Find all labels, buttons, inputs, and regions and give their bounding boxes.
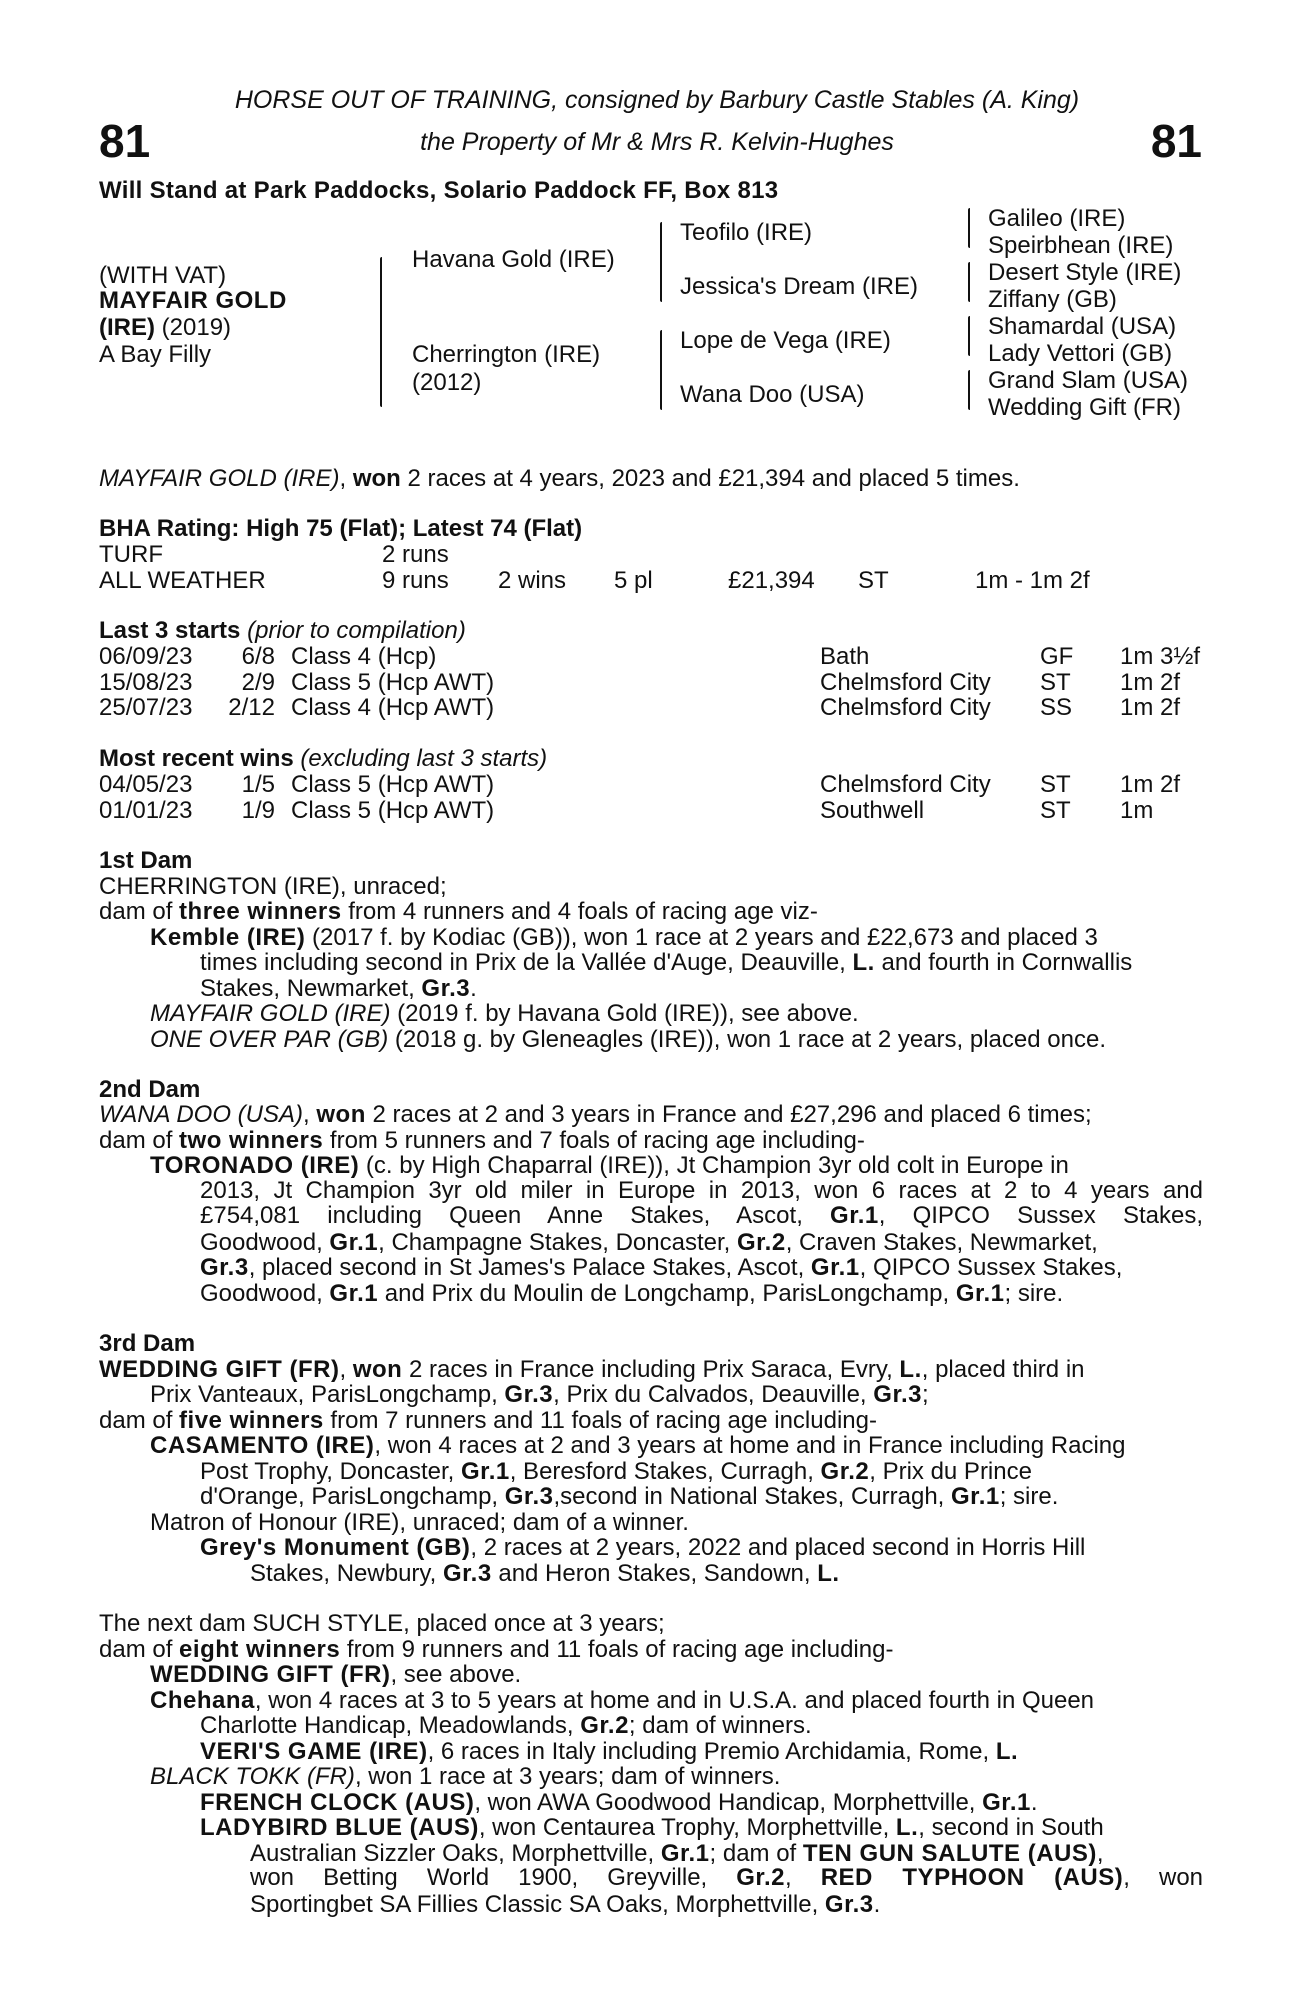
aw-label: ALL WEATHER [99,567,266,594]
sire-brace [660,222,662,302]
dam2-title: 2nd Dam [99,1076,201,1103]
pedigree-dam: Cherrington (IRE) [412,341,601,368]
race-dist: 1m 3½f [1120,643,1201,670]
ladybird-line2: Australian Sizzler Oaks, Morphettville, Gr.1; dam of TEN GUN SALUTE (AUS), [250,1840,1104,1867]
pedigree-dss: Shamardal (USA) [988,313,1177,340]
dam1-produce: dam of three winners from 4 runners and 4 foals of racing age viz- [99,898,818,925]
ladybird-line3: won Betting World 1900, Greyville, Gr.2, RED TYPHOON (AUS), won [250,1864,1204,1891]
mayfair-line: MAYFAIR GOLD (IRE) (2019 f. by Havana Gold (IRE)), see above. [150,1000,859,1027]
pedigree-dam-year: (2012) [412,369,482,396]
toronado-line2: 2013, Jt Champion 3yr old miler in Europe in 2013, won 6 races at 2 to 4 years and [200,1177,1203,1204]
race-going: GF [1040,643,1074,670]
chehana-line1: Chehana, won 4 races at 3 to 5 years at home and in U.S.A. and placed fourth in Queen [150,1687,1095,1714]
frenchclock-line: FRENCH CLOCK (AUS), won AWA Goodwood Handicap, Morphettville, Gr.1. [200,1789,1038,1816]
turf-runs: 2 runs [382,541,449,568]
race-date: 01/01/23 [99,796,193,824]
race-course: Chelmsford City [820,771,991,798]
race-pos: 2/9 [241,668,275,696]
casamento-line2: Post Trophy, Doncaster, Gr.1, Beresford Stakes, Curragh, Gr.2, Prix du Prince [200,1458,1032,1485]
dam1-title: 1st Dam [99,847,193,874]
weddinggift-line1: WEDDING GIFT (FR), won 2 races in France including Prix Saraca, Evry, L., placed third in [99,1356,1085,1383]
nextdam-produce: dam of eight winners from 9 runners and 11 foals of racing age including- [99,1636,894,1663]
header-consignor: HORSE OUT OF TRAINING, consigned by Barbury Castle Stables (A. King) [234,86,1080,114]
horse-suffix: (IRE) (2019) [99,314,232,341]
toronado-line4: Goodwood, Gr.1, Champagne Stakes, Doncaster, Gr.2, Craven Stakes, Newmarket, [200,1229,1098,1256]
kemble-line2: times including second in Prix de la Vallée d'Auge, Deauville, L. and fourth in Cornwallis [200,949,1133,976]
race-dist: 1m [1120,796,1154,824]
race-summary: MAYFAIR GOLD (IRE), won 2 races at 4 years, 2023 and £21,394 and placed 5 times. [99,465,1020,492]
recent-wins-title: Most recent wins (excluding last 3 starts) [99,745,548,772]
race-going: ST [1040,771,1071,798]
pedigree-dds: Grand Slam (USA) [988,367,1189,394]
stand-location: Will Stand at Park Paddocks, Solario Paddock FF, Box 813 [99,177,779,204]
toronado-line6: Goodwood, Gr.1 and Prix du Moulin de Longchamp, ParisLongchamp, Gr.1; sire. [200,1280,1064,1307]
oneoverpar-line: ONE OVER PAR (GB) (2018 g. by Gleneagles (IRE)), won 1 race at 2 years, placed once. [150,1026,1106,1053]
weddinggift-line2: Prix Vanteaux, ParisLongchamp, Gr.3, Prix du Calvados, Deauville, Gr.3; [150,1381,929,1408]
aw-prize-money: £21,394 [728,567,815,594]
race-dist: 1m 2f [1120,771,1181,798]
race-going: SS [1040,694,1073,721]
vat-note: (WITH VAT) [99,262,227,289]
pedigree-ddd: Wedding Gift (FR) [988,394,1181,421]
nextdam-line: The next dam SUCH STYLE, placed once at 3 years; [99,1610,665,1637]
race-pos: 1/5 [241,771,275,798]
lot-number-right: 81 [1150,115,1202,167]
ladybird-line4: Sportingbet SA Fillies Classic SA Oaks, Morphettville, Gr.3. [250,1891,881,1918]
race-dist: 1m 2f [1120,668,1181,696]
ladybird-line1: LADYBIRD BLUE (AUS), won Centaurea Trophy, Morphettville, L., second in South [200,1814,1104,1841]
aw-placed: 5 pl [614,567,653,594]
aw-going: ST [858,567,889,594]
pedigree-sss: Galileo (IRE) [988,205,1126,232]
toronado-line3: £754,081 including Queen Anne Stakes, Ascot, Gr.1, QIPCO Sussex Stakes, [200,1202,1203,1229]
horse-description: A Bay Filly [99,341,212,368]
race-course: Chelmsford City [820,694,991,721]
race-date: 06/09/23 [99,643,193,670]
last3-title: Last 3 starts (prior to compilation) [99,617,466,644]
matron-line: Matron of Honour (IRE), unraced; dam of a winner. [150,1509,689,1536]
casamento-line3: d'Orange, ParisLongchamp, Gr.3,second in National Stakes, Curragh, Gr.1; sire. [200,1483,1059,1510]
pedigree-dam-dam: Wana Doo (USA) [680,381,865,408]
race-dist: 1m 2f [1120,694,1181,721]
aw-wins: 2 wins [498,567,567,594]
horse-name: MAYFAIR GOLD [99,287,287,314]
race-cls: Class 5 (Hcp AWT) [291,796,495,824]
pedigree-sdd: Ziffany (GB) [988,286,1117,313]
race-date: 04/05/23 [99,771,193,798]
race-course: Bath [820,643,870,670]
header-property: the Property of Mr & Mrs R. Kelvin-Hughes [420,128,894,156]
kemble-line1: Kemble (IRE) (2017 f. by Kodiac (GB)), won 1 race at 2 years and £22,673 and placed 3 [150,924,1098,951]
dam3-title: 3rd Dam [99,1330,196,1357]
greys-line2: Stakes, Newbury, Gr.3 and Heron Stakes, Sandown, L. [250,1560,840,1587]
race-cls: Class 5 (Hcp AWT) [291,771,495,798]
lot-number-left: 81 [99,115,151,167]
dam2-line: WANA DOO (USA), won 2 races at 2 and 3 years in France and £27,296 and placed 6 times; [99,1101,1092,1128]
dam-brace [660,330,662,410]
pedigree-dsd: Lady Vettori (GB) [988,340,1173,367]
verisgame-line: VERI'S GAME (IRE), 6 races in Italy including Premio Archidamia, Rome, L. [200,1738,1019,1765]
race-cls: Class 5 (Hcp AWT) [291,668,495,696]
aw-runs: 9 runs [382,567,449,594]
chehana-line2: Charlotte Handicap, Meadowlands, Gr.2; dam of winners. [200,1712,812,1739]
gen3-brace-1 [968,208,970,248]
race-date: 15/08/23 [99,668,193,696]
greys-line1: Grey's Monument (GB), 2 races at 2 years, 2022 and placed second in Horris Hill [200,1534,1086,1561]
pedigree-brace [380,257,382,407]
casamento-line1: CASAMENTO (IRE), won 4 races at 2 and 3 years at home and in France including Racing [150,1432,1126,1459]
blacktokk-line: BLACK TOKK (FR), won 1 race at 3 years; dam of winners. [150,1763,781,1790]
pedigree-ssd: Speirbhean (IRE) [988,232,1174,259]
turf-label: TURF [99,541,163,568]
toronado-line1: TORONADO (IRE) (c. by High Chaparral (IRE)), Jt Champion 3yr old colt in Europe in [150,1152,1069,1179]
bha-rating: BHA Rating: High 75 (Flat); Latest 74 (Flat) [99,515,583,542]
toronado-line5: Gr.3, placed second in St James's Palace Stakes, Ascot, Gr.1, QIPCO Sussex Stakes, [200,1254,1123,1281]
race-pos: 2/12 [228,694,275,721]
dam2-produce: dam of two winners from 5 runners and 7 foals of racing age including- [99,1127,865,1154]
race-going: ST [1040,796,1071,824]
race-pos: 6/8 [241,643,275,670]
race-course: Southwell [820,796,925,824]
pedigree-sds: Desert Style (IRE) [988,259,1182,286]
pedigree-dam-sire: Lope de Vega (IRE) [680,327,891,354]
race-course: Chelmsford City [820,668,991,696]
aw-distance: 1m - 1m 2f [975,567,1090,594]
pedigree-sire: Havana Gold (IRE) [412,246,615,273]
gen3-brace-3 [968,316,970,356]
pedigree-sire-sire: Teofilo (IRE) [680,219,813,246]
race-going: ST [1040,668,1071,696]
pedigree-sire-dam: Jessica's Dream (IRE) [680,273,918,300]
race-pos: 1/9 [241,796,275,824]
gen3-brace-2 [968,262,970,302]
race-date: 25/07/23 [99,694,193,721]
gen3-brace-4 [968,370,970,410]
race-cls: Class 4 (Hcp) [291,643,437,670]
kemble-line3: Stakes, Newmarket, Gr.3. [200,975,477,1002]
weddinggift-ref: WEDDING GIFT (FR), see above. [150,1661,522,1688]
dam1-line: CHERRINGTON (IRE), unraced; [99,873,447,900]
race-cls: Class 4 (Hcp AWT) [291,694,495,721]
dam3-produce: dam of five winners from 7 runners and 11 foals of racing age including- [99,1407,877,1434]
